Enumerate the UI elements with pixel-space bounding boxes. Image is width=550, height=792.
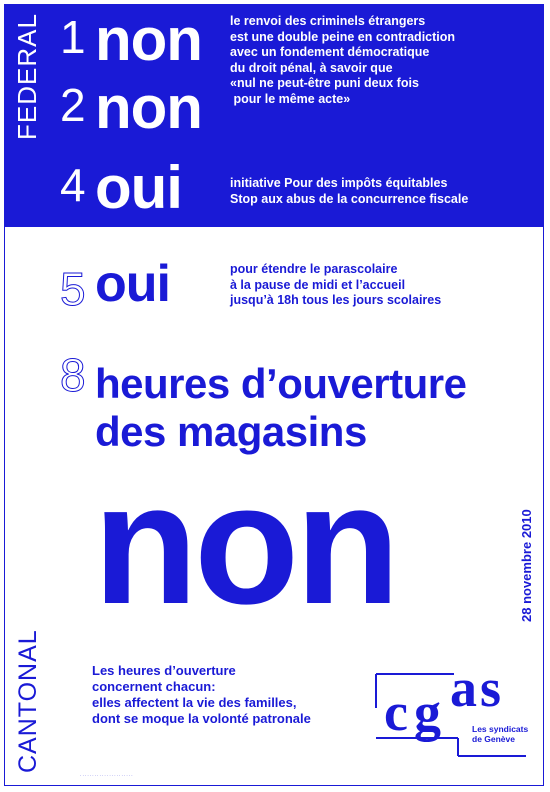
item-4-number: 4 xyxy=(60,159,86,211)
logo-letter-g: g xyxy=(414,682,441,742)
cantonal-label: CANTONAL xyxy=(14,629,42,773)
item-4-vote: oui xyxy=(95,154,182,221)
item-2-vote: non xyxy=(95,74,202,141)
item-2-number: 2 xyxy=(60,79,86,131)
item-5-text: pour étendre le parascolaire à la pause de midi et l’accueil jusqu’à 18h tous les jours scolaires xyxy=(230,262,442,307)
federal-4-text: initiative Pour des impôts équitables Stop aux abus de la concurrence fiscale xyxy=(230,176,469,206)
logo-caption-line2: de Genève xyxy=(472,734,515,744)
cantonal-bottom-text: Les heures d’ouverture concernent chacun: elles affectent la vie des familles, dont se moque la volonté patronale xyxy=(92,663,311,726)
logo-letter-c: c xyxy=(384,682,408,742)
cgas-logo xyxy=(362,660,532,760)
vote-date: 28 novembre 2010 xyxy=(519,509,534,622)
logo-letter-s: s xyxy=(480,660,502,718)
federal-1-2-text: le renvoi des criminels étrangers est une double peine en contradiction avec un fondement démocratique du droit pénal, à savoir que «nul ne peut-être puni deux fois pour le même acte» xyxy=(230,14,456,106)
federal-label: FEDERAL xyxy=(12,13,42,140)
fine-print: · · · · · · · · · · · · · · · · · · · · · · xyxy=(80,773,133,778)
item-1-number: 1 xyxy=(60,11,86,63)
logo-caption-line1: Les syndicats xyxy=(472,724,529,734)
item-8-heading: heures d’ouverture des magasins xyxy=(95,360,467,455)
logo-letter-a: a xyxy=(450,660,477,718)
item-1-vote: non xyxy=(95,6,202,73)
item-8-number: 8 xyxy=(60,349,86,401)
item-5-number: 5 xyxy=(60,263,86,315)
item-5-vote: oui xyxy=(95,255,170,313)
item-8-vote: non xyxy=(93,448,397,640)
